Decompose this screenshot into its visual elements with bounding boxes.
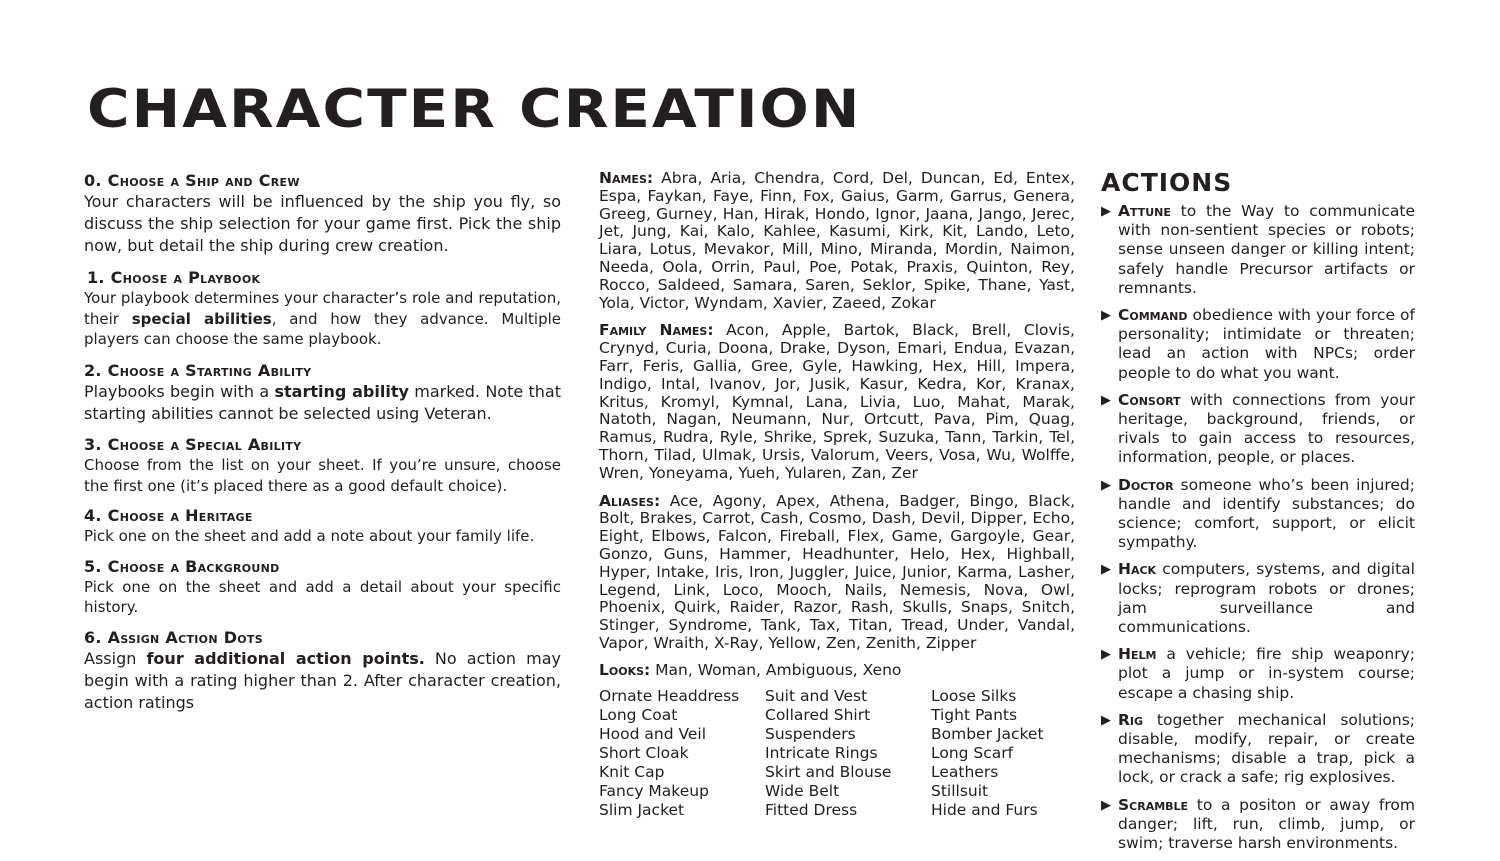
- action-attune: [1101, 202, 1415, 298]
- step-heading: 4. Choose a Heritage: [84, 506, 253, 526]
- look-item: Suit and Vest: [765, 686, 868, 705]
- triangle-bullet-icon: ▶: [1101, 712, 1111, 728]
- page-title: CHARACTER CREATION: [87, 78, 862, 140]
- action-name: Attune: [1118, 202, 1171, 220]
- aliases-list: Aliases: Ace, Agony, Apex, Athena, Badger, Bingo, Black, Bolt, Brakes, Carrot, Cash, Cosmo, Dash, Devil, Dipper, Echo, Eight, Elbows, Falcon, Fireball, Flex, Game, Gargoyle, Gear, Gonzo, Guns, Hammer, Headhunter, Helo, Hex, Highball, Hyper, Intake, Iris, Iron, Juggler, Juice, Junior, Karma, Lasher, Legend, Link, Loco, Mooch, Nails, Nemesis, Nova, Owl, Phoenix, Quirk, Raider, Razor, Rash, Skulls, Snaps, Snitch, Stinger, Syndrome, Tank, Tax, Titan, Tread, Under, Vandal, Vapor, Wraith, X-Ray, Yellow, Zen, Zenith, Zipper: [599, 491, 1075, 652]
- action-doctor: [1101, 476, 1415, 553]
- step-heading: 5. Choose a Background: [84, 556, 280, 576]
- look-item: Suspenders: [765, 724, 856, 743]
- actions-title: ACTIONS: [1101, 168, 1233, 197]
- action-hack: [1101, 560, 1415, 637]
- look-item: Short Cloak: [599, 743, 689, 762]
- look-item: Hide and Furs: [931, 800, 1038, 819]
- action-name: Helm: [1118, 645, 1157, 664]
- look-item: Tight Pants: [931, 705, 1018, 724]
- steps-column: [84, 170, 561, 722]
- triangle-bullet-icon: ▶: [1101, 647, 1111, 663]
- look-item: Fancy Makeup: [599, 781, 709, 800]
- actions-column: [1101, 170, 1415, 861]
- look-item: Long Scarf: [931, 743, 1014, 762]
- action-name: Command: [1118, 306, 1188, 325]
- step-heritage: [84, 505, 561, 547]
- step-heading: 6. Assign Action Dots: [84, 627, 263, 647]
- action-description: computers, systems, and digital locks; reprogram robots or drones; jam surveillance and communications.: [1118, 560, 1415, 637]
- look-item: Bomber Jacket: [931, 724, 1044, 743]
- look-item: Ornate Headdress: [599, 686, 740, 705]
- action-name: Rig: [1118, 710, 1144, 729]
- step-text: Playbooks begin with a starting ability marked. Note that starting abilities cannot be selected using Veteran.: [84, 381, 562, 423]
- step-heading: 3. Choose a Special Ability: [84, 435, 302, 455]
- step-starting-ability: [84, 360, 561, 425]
- triangle-bullet-icon: ▶: [1101, 392, 1111, 408]
- look-item: Leathers: [931, 762, 999, 781]
- looks-grid: [599, 687, 1075, 820]
- look-item: Long Coat: [599, 705, 678, 724]
- step-text: Your characters will be influenced by the ship you fly, so discuss the ship selection for your game first. Pick the ship now, but detail the ship during crew creation.: [84, 192, 561, 255]
- action-name: Scramble: [1118, 795, 1189, 814]
- action-command: [1101, 306, 1415, 383]
- look-item: Skirt and Blouse: [765, 762, 892, 781]
- triangle-bullet-icon: ▶: [1101, 204, 1111, 219]
- step-text: Choose from the list on your sheet. If you’re unsure, choose the first one (it’s placed there as a good default choice).: [84, 456, 561, 495]
- action-description: together mechanical solutions; disable, modify, repair, or create mechanisms; disable a trap, pick a lock, or crack a safe; rig explosives.: [1118, 710, 1415, 787]
- step-heading: 2. Choose a Starting Ability: [84, 360, 312, 380]
- look-item: Slim Jacket: [599, 800, 685, 819]
- look-item: Collared Shirt: [765, 705, 871, 724]
- look-item: Loose Silks: [931, 686, 1017, 705]
- action-description: to the Way to communicate with non-sentient species or robots; sense unseen danger or killing intent; safely handle Precursor artifacts or remnants.: [1118, 202, 1415, 297]
- look-item: Stillsuit: [931, 781, 989, 800]
- look-item: Hood and Veil: [599, 724, 707, 743]
- names-list: Names: Abra, Aria, Chendra, Cord, Del, Duncan, Ed, Entex, Espa, Faykan, Faye, Finn, Fox, Gaius, Garm, Garrus, Genera, Greeg, Gurney, Han, Hirak, Hondo, Ignor, Jaana, Jango, Jerec, Jet, Jung, Kai, Kalo, Kahlee, Kasumi, Kirk, Kit, Lando, Leto, Liara, Lotus, Mevakor, Mill, Mino, Miranda, Mordin, Naimon, Needa, Oola, Orrin, Paul, Poe, Potak, Praxis, Quinton, Rey, Rocco, Saldeed, Samara, Saren, Seklor, Spike, Thane, Yast, Yola, Victor, Wyndam, Xavier, Zaeed, Zokar: [599, 169, 1075, 312]
- step-special-ability: [84, 434, 561, 496]
- step-playbook: [84, 267, 561, 350]
- action-name: Doctor: [1118, 475, 1174, 494]
- action-name: Consort: [1118, 390, 1181, 409]
- action-description: with connections from your heritage, background, friends, or rivals to gain access to resources, information, people, or places.: [1118, 390, 1415, 467]
- action-rig: [1101, 711, 1415, 788]
- action-consort: [1101, 391, 1415, 468]
- step-heading: 0. Choose a Ship and Crew: [84, 171, 300, 190]
- action-description: someone who’s been injured; handle and identify substances; do science; comfort, support, or elicit sympathy.: [1118, 475, 1415, 552]
- action-description: obedience with your force of personality; intimidate or threaten; lead an action with NPCs; order people to do what you want.: [1118, 306, 1415, 382]
- triangle-bullet-icon: ▶: [1101, 308, 1111, 324]
- names-column: [599, 170, 1075, 820]
- step-text: Pick one on the sheet and add a detail about your specific history.: [84, 577, 561, 617]
- triangle-bullet-icon: ▶: [1101, 797, 1111, 813]
- family-names-list: Family Names: Acon, Apple, Bartok, Black, Brell, Clovis, Crynyd, Curia, Doona, Drake, Dyson, Emari, Endua, Evazan, Farr, Feris, Gallia, Gree, Gyle, Hawking, Hex, Hill, Impera, Indigo, Intal, Ivanov, Jor, Jusik, Kasur, Kedra, Kor, Kranax, Kritus, Kromyl, Kymnal, Lana, Livia, Luo, Mahat, Marak, Natoth, Nagan, Neumann, Nur, Ortcutt, Pava, Pim, Quag, Ramus, Rudra, Ryle, Shrike, Sprek, Suzuka, Tann, Tarkin, Tel, Thorn, Tilad, Ulmak, Ursis, Valorum, Veers, Vosa, Wu, Wolffe, Wren, Yoneyama, Yueh, Yularen, Zan, Zer: [599, 321, 1075, 482]
- action-helm: [1101, 645, 1415, 703]
- step-heading: 1. Choose a Playbook: [87, 268, 261, 288]
- look-item: Wide Belt: [765, 781, 840, 800]
- action-description: to a positon or away from danger; lift, run, climb, jump, or swim; traverse harsh environments.: [1118, 795, 1415, 853]
- action-description: a vehicle; fire ship weaponry; plot a jump or in-system course; escape a chasing ship.: [1118, 645, 1415, 702]
- step-text: Pick one on the sheet and add a note about your family life.: [84, 527, 535, 546]
- look-item: Fitted Dress: [765, 800, 858, 819]
- step-ship-and-crew: [84, 170, 561, 256]
- step-background: [84, 556, 561, 618]
- step-action-dots: [84, 627, 561, 713]
- action-name: Hack: [1118, 560, 1157, 579]
- looks-line: Looks: Man, Woman, Ambiguous, Xeno: [599, 660, 902, 679]
- step-text: Your playbook determines your character’s role and reputation, their special abilities, and how they advance. Multiple players can choose the same playbook.: [84, 289, 561, 349]
- look-item: Intricate Rings: [765, 743, 878, 762]
- look-item: Knit Cap: [599, 762, 665, 781]
- triangle-bullet-icon: ▶: [1101, 477, 1111, 493]
- action-scramble: [1101, 796, 1415, 854]
- step-text: Assign four additional action points. No action may begin with a rating higher than 2. After character creation, action ratings: [84, 648, 562, 712]
- triangle-bullet-icon: ▶: [1101, 562, 1111, 578]
